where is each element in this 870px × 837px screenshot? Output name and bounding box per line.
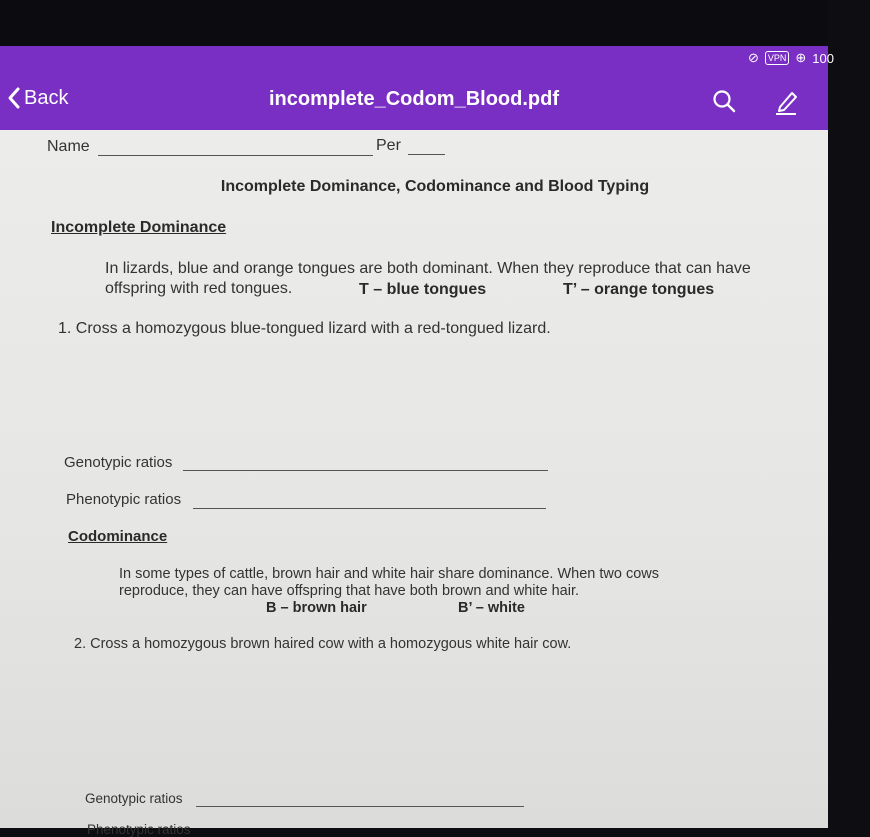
phenotypic-ratios-label-2: Phenotypic ratios [87, 822, 191, 837]
markup-pen-icon[interactable] [772, 87, 800, 115]
allele-key-orange: T’ – orange tongues [563, 281, 715, 298]
status-bar [0, 46, 834, 72]
navigation-bar [0, 72, 828, 130]
section-heading-codominance: Codominance [68, 528, 168, 545]
vpn-badge: VPN [765, 51, 790, 65]
per-line [408, 154, 445, 155]
section1-paragraph-line1: In lizards, blue and orange tongues are both dominant. When they reproduce that can have [105, 260, 751, 277]
phenotypic-ratios-line-1 [193, 508, 546, 509]
battery-percent: 100 [812, 50, 834, 66]
question-1: 1. Cross a homozygous blue-tongued lizard with a red-tongued lizard. [58, 320, 551, 337]
device-bezel [0, 0, 828, 46]
search-icon[interactable] [711, 88, 737, 114]
phenotypic-ratios-label-1: Phenotypic ratios [66, 491, 182, 508]
back-label: Back [24, 86, 69, 109]
section1-paragraph-line2: offspring with red tongues. [105, 280, 293, 297]
document-title: incomplete_Codom_Blood.pdf [269, 88, 559, 110]
genotypic-ratios-line-2 [196, 806, 524, 807]
document-heading: Incomplete Dominance, Codominance and Blood Typing [220, 178, 650, 195]
name-label: Name [47, 138, 90, 155]
status-icons [748, 50, 834, 66]
allele-key-white: B’ – white [458, 600, 525, 616]
section-heading-incomplete: Incomplete Dominance [51, 219, 227, 236]
section2-paragraph-line2: reproduce, they can have offspring that have both brown and white hair. [119, 583, 580, 599]
question-2: 2. Cross a homozygous brown haired cow with a homozygous white hair cow. [74, 636, 572, 652]
genotypic-ratios-label-1: Genotypic ratios [64, 454, 173, 471]
name-line [98, 155, 373, 156]
allele-key-blue: T – blue tongues [359, 281, 487, 298]
link-icon: ⊘ [747, 50, 759, 65]
allele-key-brown: B – brown hair [266, 600, 367, 616]
pdf-page[interactable] [0, 130, 828, 837]
genotypic-ratios-line-1 [183, 470, 548, 471]
per-label: Per [376, 137, 401, 154]
genotypic-ratios-label-2: Genotypic ratios [85, 791, 183, 806]
orientation-lock-icon: ⊕ [795, 50, 807, 65]
section2-paragraph-line1: In some types of cattle, brown hair and white hair share dominance. When two cows [119, 566, 659, 582]
